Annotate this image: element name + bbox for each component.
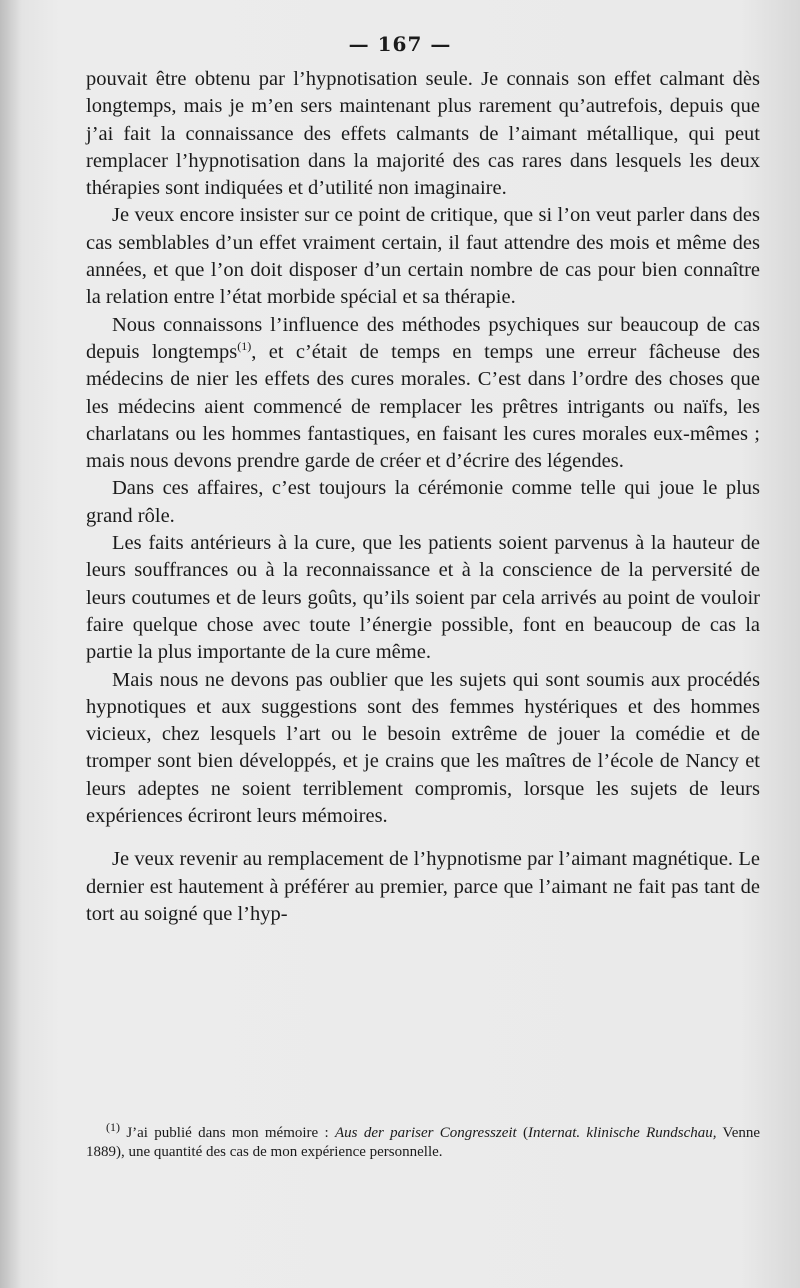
footnote-paragraph <box>86 1120 761 1162</box>
paragraph-2: Je veux encore insister sur ce point de critique, que si l’on veut parler dans des cas semblables d’un effet vraiment certain, il faut attendre des mois et même des années, et que l’on doit disposer d’un certain nombre de cas pour bien connaître la relation entre l’état morbide spécial et sa thérapie. <box>86 204 760 309</box>
paragraph-6: Mais nous ne devons pas oublier que les sujets qui sont soumis aux procédés hypnotiques et aux suggestions sont des femmes hystériques et des hommes vicieux, chez lesquels l’art ou le besoin extrême de jouer la comédie et de tromper sont bien développés, et je crains que les maîtres de l’école de Nancy et leurs adeptes ne soient terriblement compromis, lorsque les sujets de leurs expériences écriront leurs mémoires. <box>86 668 760 828</box>
paragraph-7: Je veux revenir au remplacement de l’hypnotisme par l’aimant magnétique. Le dernier est hautement à préférer au premier, parce que l’aimant ne fait pas tant de tort au soigné que l’hyp- <box>86 848 760 925</box>
paragraph-5: Les faits antérieurs à la cure, que les patients soient parvenus à la hauteur de leurs souffrances ou à la reconnaissance et à la conscience de la perversité de leurs coutumes et de leurs goûts, qu’ils soient par cela arrivés au point de vouloir faire quelque chose avec toute l’énergie possible, font en beaucoup de cas la partie la plus importante de la cure même. <box>86 532 760 664</box>
footnote-text-mid: ( <box>516 1125 529 1141</box>
paragraph-3-text-a: Nous connaissons l’influence des méthodes psychiques sur beaucoup de cas depuis longtemps <box>86 313 760 363</box>
footnote-text-after: Venne 1889), une quantité des cas de mon expérience personnelle. <box>86 1125 761 1160</box>
footnote-journal: Internat. klinische Rundschau, <box>528 1125 717 1141</box>
footnote-marker: (1) <box>106 1120 120 1134</box>
footnote <box>86 1120 761 1162</box>
footnote-text-before: J’ai publié dans mon mémoire : <box>120 1125 335 1141</box>
paragraph-3-text-b: , et c’était de temps en temps une erreur fâcheuse des médecins de nier les effets des cures morales. C’est dans l’ordre des choses que les médecins aient commencé de remplacer les prêtres intrigants ou naïfs, les charlatans ou les hommes fantastiques, en faisant les cures morales eux-mêmes ; mais nous devons prendre garde de créer et d’écrire des légendes. <box>86 340 760 473</box>
body-text <box>86 66 760 928</box>
paragraph-4: Dans ces affaires, c’est toujours la cérémonie comme telle qui joue le plus grand rôle. <box>86 477 760 527</box>
footnote-reference: (1) <box>237 339 252 354</box>
footnote-title: Aus der pariser Congresszeit <box>335 1125 517 1141</box>
paragraph-3 <box>86 312 760 476</box>
page-number: — 167 — <box>348 32 452 56</box>
paragraph-1: pouvait être obtenu par l’hypnotisation seule. Je connais son effet calmant dès longtemps, mais je m’en sers maintenant plus rarement qu’autrefois, depuis que j’ai fait la connaissance des effets calmants de l’aimant métallique, qui peut remplacer l’hypnotisation dans la majorité des cas rares dans lesquels les deux thérapies sont indiquées et d’utilité non imaginaire. <box>86 68 760 200</box>
